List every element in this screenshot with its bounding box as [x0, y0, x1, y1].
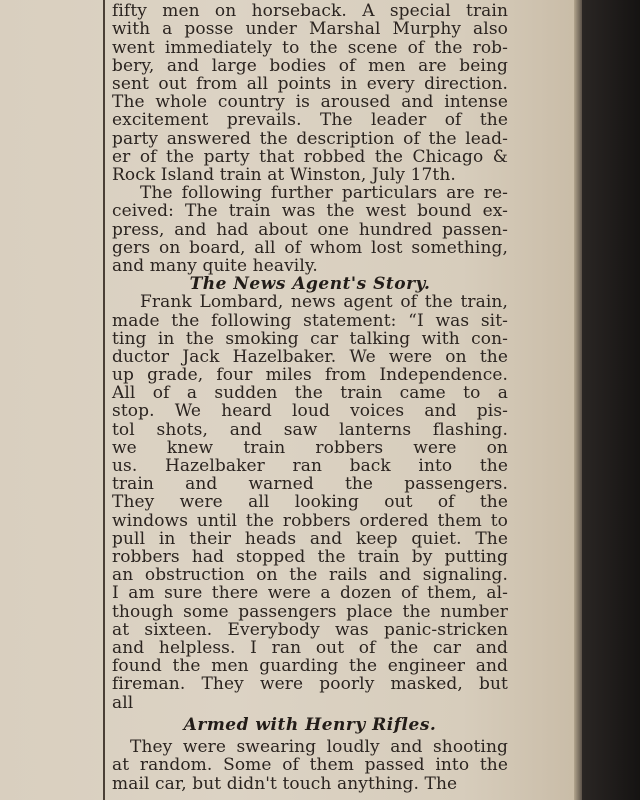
background: [582, 0, 640, 800]
article-line: all: [112, 693, 134, 713]
column-rule: [103, 0, 105, 800]
article-line: us. Hazelbaker ran back into the: [112, 456, 508, 476]
page-edge: [574, 0, 582, 800]
article-line: They were all looking out of the: [112, 492, 508, 512]
article-line: Frank Lombard, news agent of the train,: [140, 292, 508, 312]
article-line: and many quite heavily.: [112, 256, 318, 276]
article-line: mail car, but didn't touch anything. The: [112, 774, 458, 794]
article-line: ting in the smoking car talking with con-: [112, 329, 508, 349]
article-line: excitement prevails. The leader of the: [112, 110, 508, 130]
article-line: robbers had stopped the train by putting: [112, 547, 508, 567]
article-line: party answered the description of the lead-: [112, 129, 508, 149]
article-line: at sixteen. Everybody was panic-stricken: [112, 620, 508, 640]
article-line: went immediately to the scene of the rob-: [112, 38, 508, 58]
section-heading: The News Agent's Story.: [189, 274, 431, 294]
article-line: bery, and large bodies of men are being: [112, 56, 508, 76]
article-line: All of a sudden the train came to a: [112, 383, 508, 403]
article-line: stop. We heard loud voices and pis-: [112, 401, 508, 421]
article-line: fireman. They were poorly masked, but: [112, 674, 508, 694]
article-line: up grade, four miles from Independence.: [112, 365, 508, 385]
article-line: though some passengers place the number: [112, 602, 508, 622]
article-line: ceived: The train was the west bound ex-: [112, 201, 508, 221]
article-line: made the following statement: “I was sit-: [112, 311, 508, 331]
article-line: ductor Jack Hazelbaker. We were on the: [112, 347, 508, 367]
article-line: fifty men on horseback. A special train: [112, 1, 508, 21]
article-line: sent out from all points in every direction.: [112, 74, 508, 94]
article-line: windows until the robbers ordered them to: [112, 511, 508, 531]
article-line: They were swearing loudly and shooting: [130, 737, 508, 757]
article-line: tol shots, and saw lanterns flashing.: [112, 420, 508, 440]
article-line: train and warned the passengers.: [112, 474, 508, 494]
article-line: gers on board, all of whom lost something,: [112, 238, 508, 258]
article-line: The following further particulars are re-: [140, 183, 508, 203]
article-line: Rock Island train at Winston, July 17th.: [112, 165, 456, 185]
article-line: press, and had about one hundred passen-: [112, 220, 508, 240]
article-line: found the men guarding the engineer and: [112, 656, 508, 676]
article-line: we knew train robbers were on: [112, 438, 508, 458]
article-line: er of the party that robbed the Chicago &: [112, 147, 508, 167]
article-line: with a posse under Marshal Murphy also: [112, 19, 508, 39]
article-line: an obstruction on the rails and signaling.: [112, 565, 508, 585]
article-line: The whole country is aroused and intense: [112, 92, 508, 112]
article-line: pull in their heads and keep quiet. The: [112, 529, 508, 549]
section-heading: Armed with Henry Rifles.: [183, 715, 437, 735]
article-line: I am sure there were a dozen of them, al-: [112, 583, 508, 603]
article-line: at random. Some of them passed into the: [112, 755, 508, 775]
article-line: and helpless. I ran out of the car and: [112, 638, 508, 658]
